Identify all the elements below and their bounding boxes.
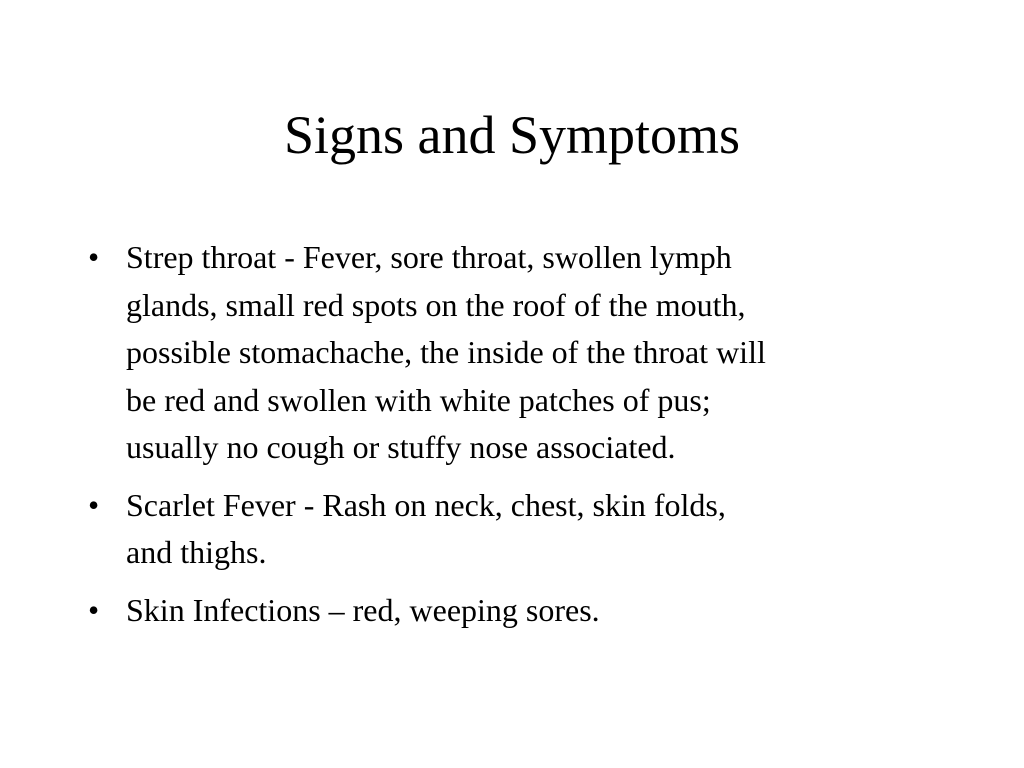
bullet-line: Scarlet Fever - Rash on neck, chest, skin folds,: [126, 486, 726, 523]
bullet-line: glands, small red spots on the roof of the mouth,: [126, 286, 746, 323]
bullet-line: and thighs.: [126, 534, 267, 570]
bullet-icon: •: [88, 591, 100, 628]
bullet-text: [126, 482, 968, 577]
bullet-line: possible stomachache, the inside of the throat will: [126, 334, 766, 370]
bullet-line: be red and swollen with white patches of pus;: [126, 381, 711, 418]
bullet-item-strep-throat: [88, 234, 968, 472]
bullet-line: Skin Infections – red, weeping sores.: [126, 591, 600, 628]
bullet-item-skin-infections: [88, 587, 968, 635]
bullet-text: [126, 234, 968, 472]
bullet-icon: •: [88, 486, 100, 523]
bullet-icon: •: [88, 239, 100, 275]
bullet-text: [126, 587, 968, 635]
slide-title: Signs and Symptoms: [283, 105, 741, 165]
bullet-line: Strep throat - Fever, sore throat, swollen lymph: [126, 239, 732, 275]
bullet-list: [88, 234, 968, 644]
bullet-item-scarlet-fever: [88, 482, 968, 577]
bullet-line: usually no cough or stuffy nose associated.: [126, 429, 676, 465]
